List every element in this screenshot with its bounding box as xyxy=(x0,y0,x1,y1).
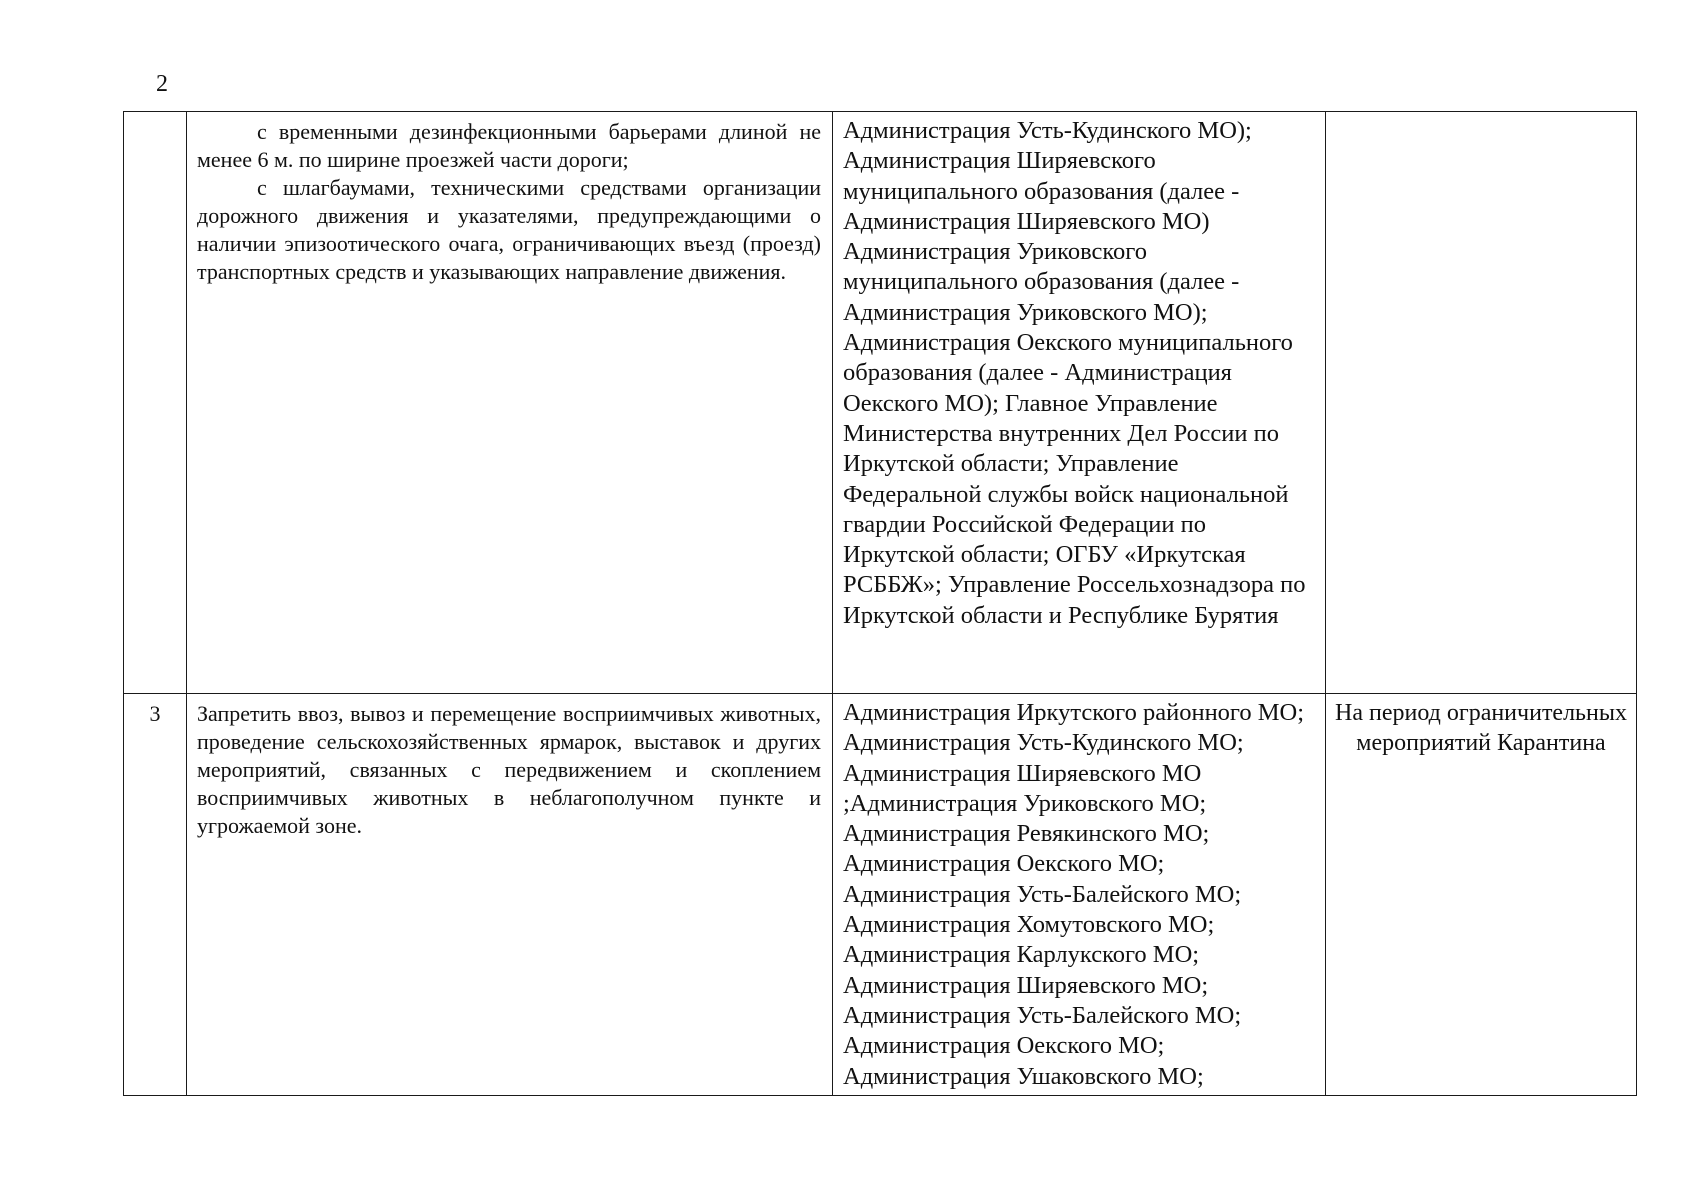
term-cell xyxy=(1326,112,1637,694)
action-paragraph: с шлагбаумами, техническими средствами организации дорожного движения и указателями, предупреждающими о наличии эпизоотического очага, ограничивающих въезд (проезд) транспортных средств и указывающих направление движения. xyxy=(197,175,821,284)
table-row xyxy=(124,112,1637,694)
measures-table xyxy=(123,111,1637,1096)
executors-cell: Администрация Усть-Кудинского МО); Администрация Ширяевского муниципального образования (далее - Администрация Ширяевского МО) Администрация Уриковского муниципального образования (далее - Администрация Уриковского МО); Администрация Оекского муниципального образования (далее - Администрация Оекского МО); Главное Управление Министерства внутренних Дел России по Иркутской области; Управление Федеральной службы войск национальной гвардии Российской Федерации по Иркутской области; ОГБУ «Иркутская РСББЖ»; Управление Россельхознадзора по Иркутской области и Республике Бурятия xyxy=(833,112,1326,694)
action-cell xyxy=(187,694,833,1096)
table-row xyxy=(124,694,1637,1096)
action-paragraph: с временными дезинфекционными барьерами длиной не менее 6 м. по ширине проезжей части дороги; xyxy=(197,119,821,172)
row-number-cell: 3 xyxy=(124,694,187,1096)
action-cell xyxy=(187,112,833,694)
action-paragraph: Запретить ввоз, вывоз и перемещение восприимчивых животных, проведение сельскохозяйственных ярмарок, выставок и других мероприятий, связанных с передвижением и скоплением восприимчивых животных в неблагополучном пункте и угрожаемой зоне. xyxy=(197,701,821,838)
page-number: 2 xyxy=(156,71,168,97)
row-number-cell xyxy=(124,112,187,694)
executors-cell: Администрация Иркутского районного МО; Администрация Усть-Кудинского МО; Администрация Ширяевского МО ;Администрация Уриковского МО; Администрация Ревякинского МО; Администрация Оекского МО; Администрация Усть-Балейского МО; Администрация Хомутовского МО; Администрация Карлукского МО; Администрация Ширяевского МО; Администрация Усть-Балейского МО; Администрация Оекского МО; Администрация Ушаковского МО; xyxy=(833,694,1326,1096)
term-cell: На период ограничительных мероприятий Карантина xyxy=(1326,694,1637,1096)
